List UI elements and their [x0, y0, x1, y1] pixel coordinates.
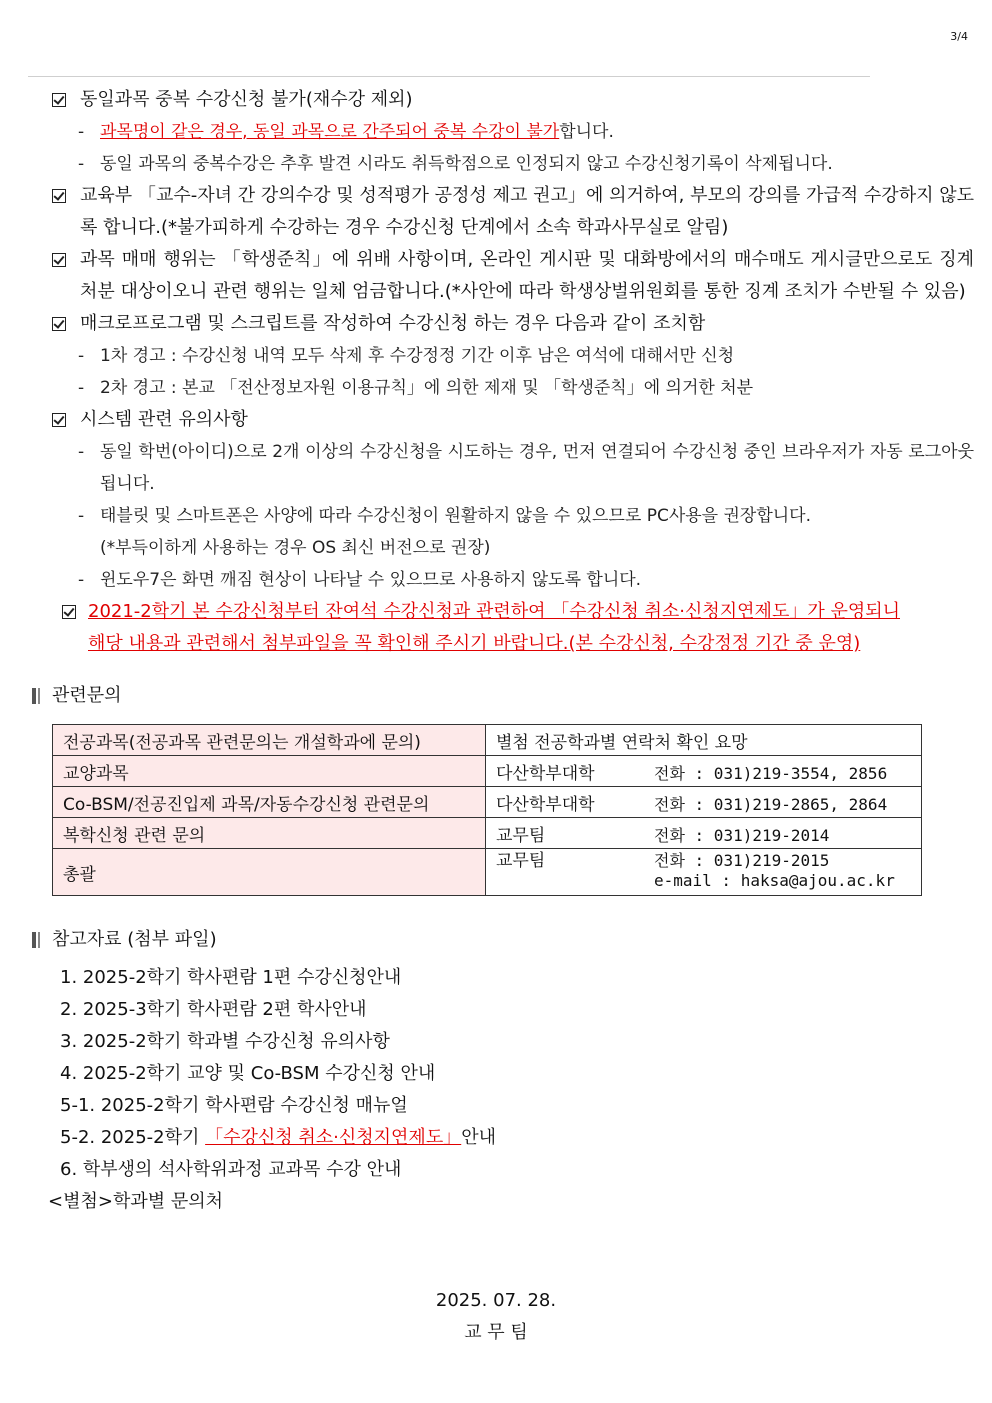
list-item[interactable]: 4. 2025-2학기 교양 및 Co-BSM 수강신청 안내 — [60, 1063, 436, 1084]
contact-value — [486, 787, 922, 818]
list-item[interactable]: 3. 2025-2학기 학과별 수강신청 유의사항 — [60, 1031, 390, 1052]
contact-phone: 전화 : 031)219-2865, 2864 — [654, 794, 888, 814]
red-warning-text: 과목명이 같은 경우, 동일 과목으로 간주되어 중복 수강이 불가 — [100, 122, 560, 142]
notice-title: 동일과목 중복 수강신청 불가(재수강 제외) — [80, 89, 413, 110]
section-title-text: 참고자료 (첨부 파일) — [52, 929, 217, 950]
notice-title: 시스템 관련 유의사항 — [80, 409, 248, 430]
notice-macro — [30, 308, 974, 340]
contact-value — [486, 725, 922, 756]
contact-label: 복학신청 관련 문의 — [53, 818, 486, 849]
notice-system — [30, 404, 974, 436]
table-row — [53, 787, 922, 818]
main-content — [30, 84, 974, 1218]
notice-text: 동일 학번(아이디)으로 2개 이상의 수강신청을 시도하는 경우, 먼저 연결되어 수강신청 중인 브라우저가 자동 로그아웃 됩니다. — [100, 442, 974, 494]
contact-email[interactable]: e-mail : haksa@ajou.ac.kr — [654, 871, 895, 890]
notice-text: 1차 경고 : 수강신청 내역 모두 삭제 후 수강정정 기간 이후 남은 여석에 대해서만 신청 — [100, 346, 735, 366]
contact-org: 교무팀 — [496, 851, 546, 871]
list-item-prefix: 5-2. 2025-2학기 — [60, 1127, 206, 1148]
notice-cancel-delay-system — [30, 596, 974, 660]
contact-value — [486, 849, 922, 896]
notice-sub — [30, 500, 974, 564]
contact-label: 전공과목(전공과목 관련문의는 개설학과에 문의) — [53, 725, 486, 756]
contact-label: 총괄 — [53, 849, 486, 896]
reference-list — [30, 962, 974, 1218]
red-highlight-text: 「수강신청 취소·신청지연제도」 — [205, 1127, 462, 1148]
page-number: 3/4 — [950, 30, 968, 43]
contact-org: 다산학부대학 — [496, 794, 595, 815]
table-row — [53, 818, 922, 849]
notice-text: (*부득이하게 사용하는 경우 OS 최신 버전으로 권장) — [100, 538, 491, 558]
table-row — [53, 756, 922, 787]
notice-text: 2차 경고 : 본교 「전산정보자원 이용규칙」에 의한 제재 및 「학생준칙」에 의거한 처분 — [100, 378, 754, 398]
references-section-title — [30, 926, 974, 954]
notice-text: 합니다. — [559, 122, 614, 142]
list-item[interactable]: 1. 2025-2학기 학사편람 1편 수강신청안내 — [60, 967, 402, 988]
contact-section-title — [30, 682, 974, 710]
list-item[interactable] — [60, 1122, 974, 1154]
notice-text: 윈도우7은 화면 깨짐 현상이 나타날 수 있으므로 사용하지 않도록 합니다. — [100, 570, 642, 590]
notice-text: 동일 과목의 중복수강은 추후 발견 시라도 취득학점으로 인정되지 않고 수강신청기록이 삭제됩니다. — [100, 154, 833, 174]
notice-sub — [30, 372, 974, 404]
red-warning-text: 2021-2학기 본 수강신청부터 잔여석 수강신청과 관련하여 「수강신청 취소·신청지연제도」가 운영되니 — [88, 601, 900, 622]
contact-table — [52, 724, 922, 896]
checkbox-icon — [52, 189, 66, 203]
contact-phone: 전화 : 031)219-3554, 2856 — [654, 763, 888, 783]
checkbox-icon — [52, 317, 66, 331]
contact-phone: 전화 : 031)219-2015 — [654, 851, 830, 870]
notice-sub — [30, 340, 974, 372]
notice-text: 교육부 「교수-자녀 간 강의수강 및 성적평가 공정성 제고 권고」에 의거하여, 부모의 강의를 가급적 수강하지 않도록 합니다.(*불가피하게 수강하는 경우 수강신청 단계에서 소속 학과사무실로 알림) — [80, 185, 974, 238]
contact-label: Co-BSM/전공진입제 과목/자동수강신청 관련문의 — [53, 787, 486, 818]
notice-course-trading — [30, 244, 974, 308]
contact-label: 교양과목 — [53, 756, 486, 787]
checkbox-icon — [62, 605, 76, 619]
notice-sub — [30, 116, 974, 148]
dash: - — [78, 154, 85, 174]
table-row — [53, 849, 922, 896]
checkbox-icon — [52, 253, 66, 267]
table-row — [53, 725, 922, 756]
notice-title: 매크로프로그램 및 스크립트를 작성하여 수강신청 하는 경우 다음과 같이 조치함 — [80, 313, 706, 334]
contact-org: 교무팀 — [496, 825, 546, 846]
dash: - — [78, 122, 85, 142]
red-warning-text: 해당 내용과 관련해서 첨부파일을 꼭 확인해 주시기 바랍니다.(본 수강신청, 수강정정 기간 중 운영) — [88, 633, 861, 654]
section-bar-icon — [38, 688, 40, 704]
footer-date: 2025. 07. 28. — [435, 1290, 557, 1311]
dash: - — [78, 570, 85, 590]
checkbox-icon — [52, 93, 66, 107]
notice-sub — [30, 436, 974, 500]
contact-phone: 전화 : 031)219-2014 — [654, 825, 830, 845]
notice-parent-course — [30, 180, 974, 244]
notice-text: 과목 매매 행위는 「학생준칙」에 위배 사항이며, 온라인 게시판 및 대화방에서의 매수매도 게시글만으로도 징계 처분 대상이오니 관련 행위는 일체 엄금합니다.(*사안에 따라 학생상벌위원회를 통한 징계 조치가 수반될 수 있음) — [80, 249, 974, 302]
list-item[interactable]: 6. 학부생의 석사학위과정 교과목 수강 안내 — [60, 1159, 402, 1180]
dash: - — [78, 378, 85, 398]
section-bar-icon — [32, 688, 36, 704]
annex-item: <별첨>학과별 문의처 — [48, 1191, 223, 1212]
dash: - — [78, 346, 85, 366]
dash: - — [78, 506, 85, 526]
notice-duplicate-course — [30, 84, 974, 116]
footer-department: 교 무 팀 — [464, 1322, 528, 1343]
dash: - — [78, 442, 85, 462]
header-rule — [28, 76, 870, 77]
notice-text: 태블릿 및 스마트폰은 사양에 따라 수강신청이 원활하지 않을 수 있으므로 PC사용을 권장합니다. — [100, 506, 812, 526]
contact-org: 별첨 전공학과별 연락처 확인 요망 — [496, 732, 748, 753]
list-item[interactable]: 5-1. 2025-2학기 학사편람 수강신청 매뉴얼 — [60, 1095, 408, 1116]
checkbox-icon — [52, 413, 66, 427]
contact-value — [486, 756, 922, 787]
notice-sub — [30, 148, 974, 180]
notice-sub — [30, 564, 974, 596]
contact-value — [486, 818, 922, 849]
section-bar-icon — [38, 932, 40, 948]
list-item-suffix: 안내 — [461, 1127, 496, 1148]
section-bar-icon — [32, 932, 36, 948]
list-item[interactable]: 2. 2025-3학기 학사편람 2편 학사안내 — [60, 999, 367, 1020]
contact-org: 다산학부대학 — [496, 763, 595, 784]
section-title-text: 관련문의 — [52, 685, 122, 706]
